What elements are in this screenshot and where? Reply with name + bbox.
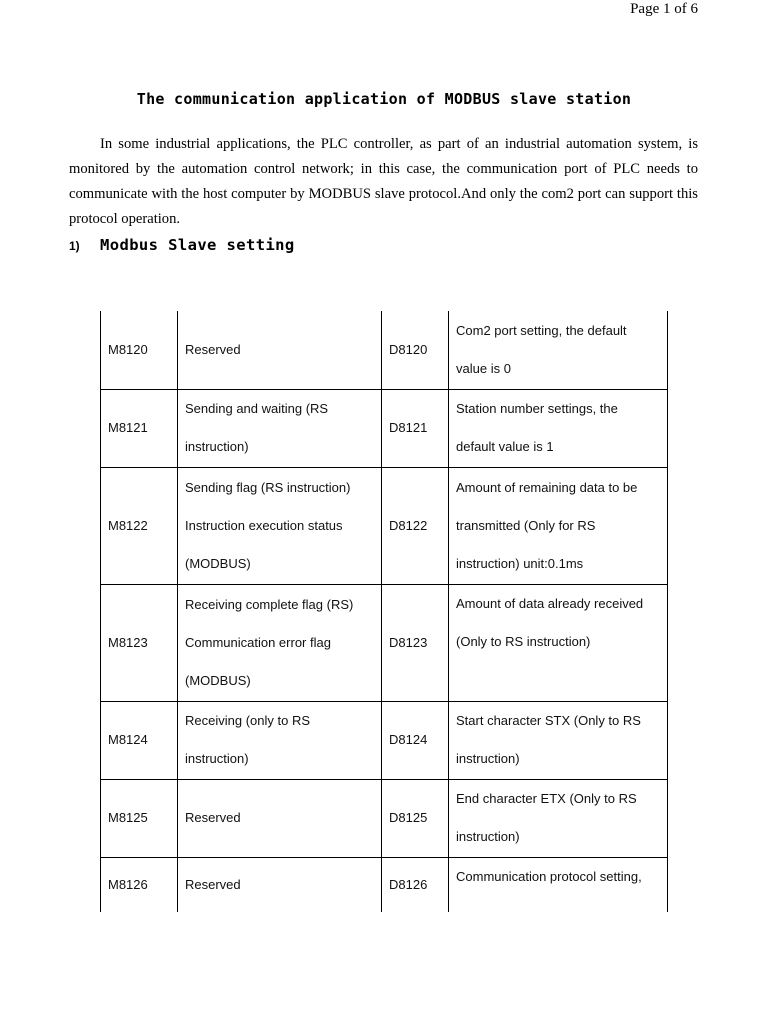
description-line: (Only to RS instruction) xyxy=(456,633,591,649)
table-row xyxy=(101,584,668,701)
description-line: transmitted (Only for RS xyxy=(456,517,596,533)
description-line: Start character STX (Only to RS xyxy=(456,713,641,728)
m-description-cell xyxy=(178,701,382,779)
m-register-cell: M8121 xyxy=(101,389,178,467)
d-description-cell xyxy=(449,701,668,779)
d-description-cell xyxy=(449,779,668,857)
page-number: Page 1 of 6 xyxy=(630,1,698,17)
m-register-cell: M8124 xyxy=(101,701,178,779)
m-register-cell: M8123 xyxy=(101,584,178,701)
section-number: 1) xyxy=(69,239,80,253)
description-line: Reserved xyxy=(185,341,241,357)
m-description-cell xyxy=(178,389,382,467)
description-line: instruction) unit:0.1ms xyxy=(456,555,584,571)
description-line: Communication error flag xyxy=(185,634,331,650)
description-line: Amount of remaining data to be xyxy=(456,479,638,495)
description-line: instruction) xyxy=(456,829,520,844)
table-row xyxy=(101,311,668,389)
table-row xyxy=(101,389,668,467)
description-line: Receiving (only to RS xyxy=(185,713,310,728)
d-register-cell: D8125 xyxy=(382,779,449,857)
description-line: instruction) xyxy=(185,439,249,454)
m-description-cell xyxy=(178,584,382,701)
m-description-cell xyxy=(178,311,382,389)
description-line: Reserved xyxy=(185,876,241,892)
m-description-cell xyxy=(178,779,382,857)
d-register-cell: D8121 xyxy=(382,389,449,467)
description-line: Com2 port setting, the default xyxy=(456,322,627,338)
description-line: Communication protocol setting, xyxy=(456,868,642,884)
d-description-cell xyxy=(449,857,668,912)
d-description-cell xyxy=(449,584,668,701)
m-register-cell: M8125 xyxy=(101,779,178,857)
section-heading xyxy=(69,236,295,254)
description-line: (MODBUS) xyxy=(185,672,251,688)
description-line: Station number settings, the xyxy=(456,401,618,416)
d-description-cell xyxy=(449,389,668,467)
m-description-cell xyxy=(178,467,382,584)
description-line: default value is 1 xyxy=(456,439,554,454)
table-row xyxy=(101,701,668,779)
description-line: Reserved xyxy=(185,810,241,825)
m-register-cell: M8122 xyxy=(101,467,178,584)
d-register-cell: D8122 xyxy=(382,467,449,584)
m-register-cell: M8126 xyxy=(101,857,178,912)
d-register-cell: D8124 xyxy=(382,701,449,779)
d-register-cell: D8123 xyxy=(382,584,449,701)
intro-paragraph: In some industrial applications, the PLC controller, as part of an industrial automation system, is monitored by the automation control network; in this case, the communication port of PLC needs to communicate with the host computer by MODBUS slave protocol.And only the com2 port can support this protocol operation. xyxy=(69,136,698,227)
m-description-cell xyxy=(178,857,382,912)
description-line: instruction) xyxy=(456,751,520,766)
document-title: The communication application of MODBUS slave station xyxy=(136,90,632,108)
description-line: (MODBUS) xyxy=(185,555,251,571)
description-line: Instruction execution status xyxy=(185,517,343,533)
section-title: Modbus Slave setting xyxy=(100,236,295,254)
description-line: value is 0 xyxy=(456,360,511,376)
table-row xyxy=(101,857,668,912)
table-row xyxy=(101,779,668,857)
description-line: Sending and waiting (RS xyxy=(185,401,329,416)
description-line: Sending flag (RS instruction) xyxy=(185,479,351,495)
table-row xyxy=(101,467,668,584)
description-line: Amount of data already received xyxy=(456,595,644,611)
description-line: End character ETX (Only to RS xyxy=(456,791,637,806)
d-description-cell xyxy=(449,311,668,389)
d-register-cell: D8120 xyxy=(382,311,449,389)
register-table xyxy=(100,311,668,912)
description-line: Receiving complete flag (RS) xyxy=(185,596,354,612)
description-line: instruction) xyxy=(185,751,249,766)
d-description-cell xyxy=(449,467,668,584)
d-register-cell: D8126 xyxy=(382,857,449,912)
m-register-cell: M8120 xyxy=(101,311,178,389)
